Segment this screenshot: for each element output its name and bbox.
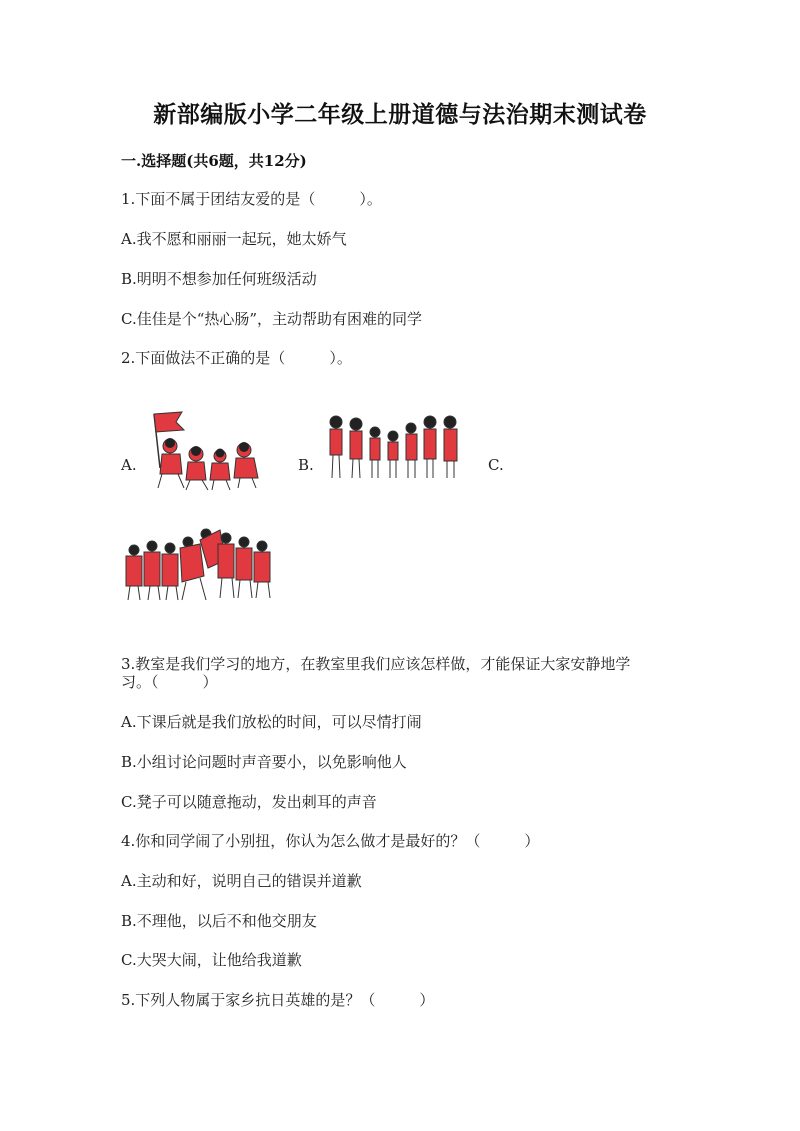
question-2-option-c-label: C.	[488, 456, 504, 474]
children-marching-illustration	[140, 408, 270, 494]
children-queuing-illustration	[322, 412, 464, 486]
question-5-stem-end: ）	[419, 991, 435, 1009]
question-3-stem-end: ）	[202, 673, 218, 691]
question-3-stem-text: 习。（	[121, 673, 159, 691]
question-1-stem-text: 1.下面不属于团结友爱的是（	[121, 190, 316, 208]
question-4-option-c: C.大哭大闹，让他给我道歉	[121, 951, 302, 969]
question-4-stem	[121, 830, 539, 851]
question-1-option-c: C.佳佳是个“热心肠”，主动帮助有困难的同学	[121, 310, 423, 328]
question-4-stem-end: ）	[524, 832, 540, 850]
question-5-stem-text: 5.下列人物属于家乡抗日英雄的是？（	[121, 991, 376, 1009]
question-3-stem-line-1: 3.教室是我们学习的地方，在教室里我们应该怎样做，才能保证大家安静地学	[121, 655, 631, 673]
question-2-option-a-label: A.	[121, 456, 137, 474]
question-4-stem-text: 4.你和同学闹了小别扭，你认为怎么做才是最好的？（	[121, 832, 481, 850]
question-3-option-b: B.小组讨论问题时声音要小，以免影响他人	[121, 753, 407, 771]
question-1-stem-end: ）。	[359, 190, 382, 208]
question-2-stem-end: ）。	[329, 349, 352, 367]
question-4-option-b: B.不理他，以后不和他交朋友	[121, 912, 317, 930]
question-3-stem-line-2	[121, 671, 218, 692]
page-title: 新部编版小学二年级上册道德与法治期末测试卷	[153, 101, 647, 128]
children-jostling-illustration	[122, 520, 274, 604]
question-2-option-b-label: B.	[298, 456, 314, 474]
question-3-option-c: C.凳子可以随意拖动，发出刺耳的声音	[121, 793, 377, 811]
question-2-stem-text: 2.下面做法不正确的是（	[121, 349, 286, 367]
question-5-stem	[121, 989, 434, 1010]
question-4-option-a: A.主动和好，说明自己的错误并道歉	[121, 872, 362, 890]
question-1-option-a: A.我不愿和丽丽一起玩，她太娇气	[121, 230, 347, 248]
question-1-option-b: B.明明不想参加任何班级活动	[121, 270, 317, 288]
question-2-stem	[121, 347, 352, 368]
question-1-stem	[121, 188, 382, 209]
section-heading: 一.选择题(共6题，共12分)	[121, 152, 307, 170]
question-3-option-a: A.下课后就是我们放松的时间，可以尽情打闹	[121, 713, 422, 731]
